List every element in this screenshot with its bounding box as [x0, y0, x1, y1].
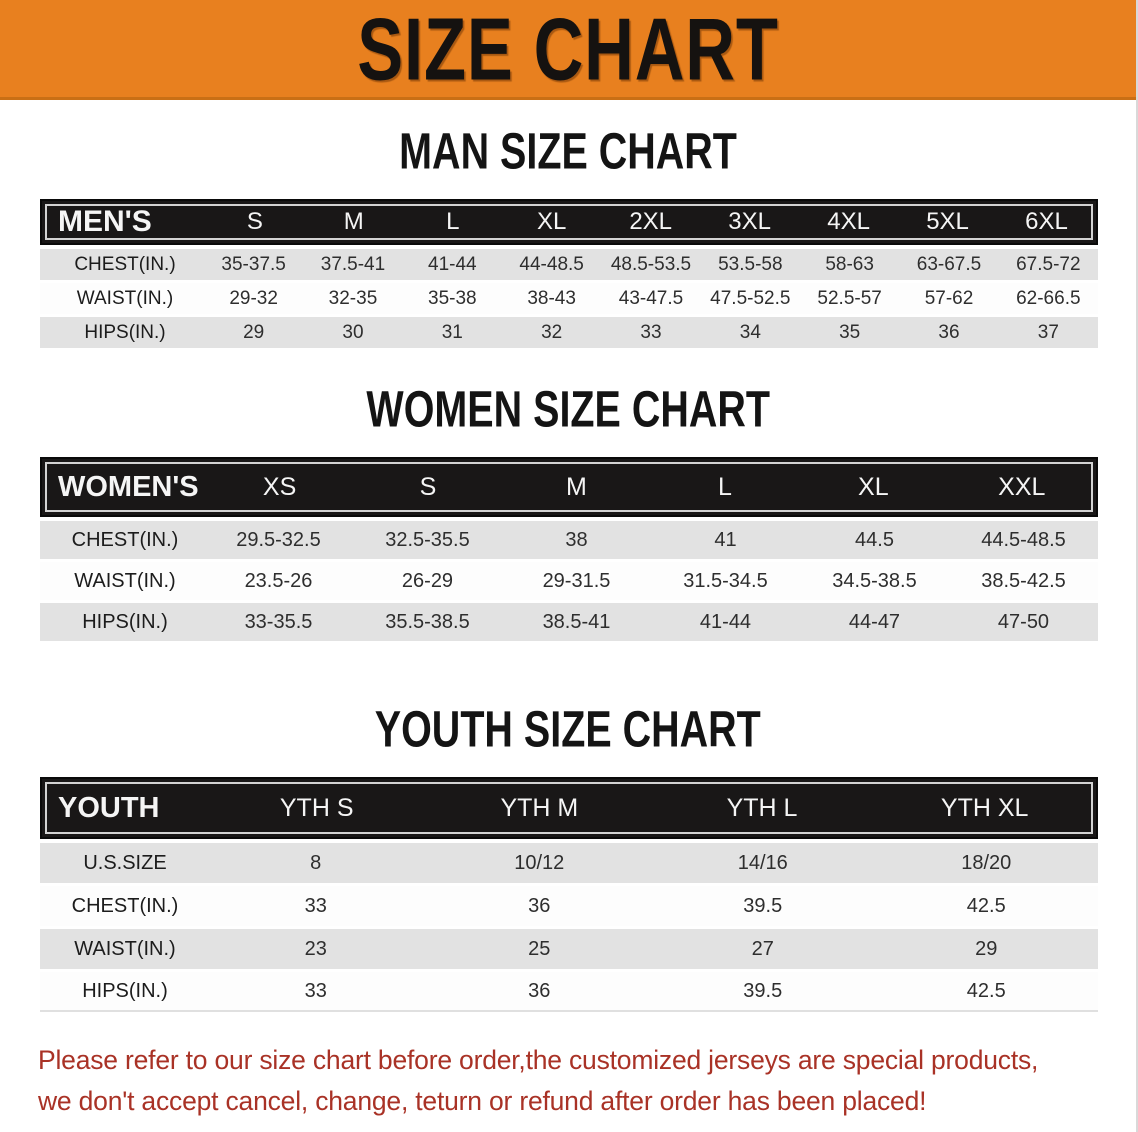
size-cell: 29: [243, 321, 265, 343]
size-cell: 18/20: [961, 851, 1012, 874]
size-cell: 41: [714, 528, 737, 551]
table-row: [40, 521, 1098, 559]
womens-section: [0, 379, 1136, 641]
youth-heading-text: YOUTH SIZE CHART: [374, 699, 762, 758]
column-header: YTH XL: [940, 793, 1029, 822]
youth-section: [0, 699, 1136, 1012]
size-table-header-row: [40, 457, 1098, 517]
size-cell: 32.5-35.5: [385, 528, 470, 551]
size-cell: 31: [441, 321, 463, 343]
column-header: YTH L: [726, 793, 798, 822]
row-label: CHEST(IN.): [71, 894, 179, 917]
table-row: [40, 249, 1098, 280]
size-cell: 47.5-52.5: [710, 287, 791, 309]
column-header: XXL: [998, 472, 1046, 501]
size-cell: 33: [304, 894, 327, 917]
column-header: 3XL: [728, 208, 771, 235]
size-cell: 67.5-72: [1016, 253, 1081, 275]
size-cell: 25: [528, 937, 551, 960]
table-row: [40, 929, 1098, 969]
column-header: S: [246, 208, 263, 235]
disclaimer-note: [38, 1040, 1098, 1122]
size-cell: 52.5-57: [817, 287, 882, 309]
column-header: L: [446, 208, 460, 235]
column-header: 4XL: [827, 208, 870, 235]
size-cell: 47-50: [997, 610, 1050, 633]
womens-size-table: [40, 457, 1098, 641]
column-header: 5XL: [926, 208, 969, 235]
disclaimer-line-2: we don't accept cancel, change, teturn or refund after order has been placed!: [38, 1086, 927, 1117]
row-label: HIPS(IN.): [82, 979, 168, 1002]
size-cell: 36: [938, 321, 960, 343]
table-row: [40, 283, 1098, 314]
size-cell: 35.5-38.5: [385, 610, 470, 633]
size-cell: 36: [528, 979, 551, 1002]
size-cell: 44-48.5: [519, 253, 584, 275]
size-cell: 29-31.5: [542, 569, 611, 592]
size-cell: 38-43: [527, 287, 576, 309]
column-header: YTH S: [279, 793, 354, 822]
size-cell: 34: [739, 321, 761, 343]
size-cell: 37.5-41: [320, 253, 386, 275]
column-header: M: [343, 208, 364, 235]
table-row: [40, 562, 1098, 600]
size-cell: 37: [1037, 321, 1059, 343]
table-title-cell: MEN'S: [58, 205, 152, 238]
row-label: HIPS(IN.): [84, 321, 166, 343]
column-header: 6XL: [1025, 208, 1068, 235]
size-cell: 53.5-58: [718, 253, 783, 275]
size-cell: 44-47: [848, 610, 901, 633]
banner-title: SIZE CHART: [357, 0, 779, 98]
row-label: CHEST(IN.): [74, 253, 176, 275]
size-cell: 63-67.5: [916, 253, 982, 275]
row-label: WAIST(IN.): [74, 937, 176, 960]
size-cell: 48.5-53.5: [610, 253, 692, 275]
size-cell: 23: [304, 937, 327, 960]
size-cell: 41-44: [699, 610, 752, 633]
column-header: XS: [262, 472, 297, 501]
size-cell: 33: [640, 321, 662, 343]
size-cell: 38.5-41: [542, 610, 611, 633]
mens-section: [0, 121, 1136, 348]
column-header: XL: [537, 208, 567, 235]
size-cell: 38.5-42.5: [981, 569, 1066, 592]
size-cell: 57-62: [924, 287, 974, 309]
column-header: XL: [858, 472, 889, 501]
size-cell: 14/16: [737, 851, 788, 874]
size-cell: 27: [751, 937, 774, 960]
size-cell: 42.5: [966, 979, 1006, 1002]
size-cell: 38: [565, 528, 588, 551]
mens-heading-text: MAN SIZE CHART: [399, 121, 737, 180]
size-cell: 42.5: [966, 894, 1006, 917]
youth-size-table: [40, 777, 1098, 1012]
column-header: M: [566, 472, 587, 501]
column-header: S: [419, 472, 437, 501]
table-row: [40, 317, 1098, 348]
table-row: [40, 886, 1098, 926]
size-cell: 26-29: [401, 569, 454, 592]
youth-heading: [0, 699, 1136, 758]
size-cell: 41-44: [428, 253, 477, 275]
disclaimer-line-1: Please refer to our size chart before order,the customized jerseys are special products,: [38, 1045, 1039, 1075]
size-table-header-row: [40, 199, 1098, 245]
size-cell: 30: [342, 321, 364, 343]
row-label: U.S.SIZE: [83, 851, 167, 874]
size-cell: 29-32: [229, 287, 278, 309]
size-cell: 35: [839, 321, 861, 343]
womens-heading-text: WOMEN SIZE CHART: [366, 379, 770, 438]
size-cell: 33: [304, 979, 327, 1002]
size-cell: 31.5-34.5: [683, 569, 768, 592]
size-cell: 33-35.5: [244, 610, 313, 633]
size-cell: 58-63: [825, 253, 874, 275]
size-cell: 29: [975, 937, 998, 960]
column-header: L: [717, 472, 732, 501]
size-cell: 32: [541, 321, 563, 343]
size-cell: 62-66.5: [1016, 287, 1081, 309]
size-cell: 44.5-48.5: [981, 528, 1066, 551]
column-header: 2XL: [629, 208, 673, 235]
size-cell: 39.5: [743, 894, 783, 917]
size-cell: 8: [310, 851, 322, 874]
size-cell: 35-37.5: [221, 253, 286, 275]
womens-heading: [0, 379, 1136, 438]
table-row: [40, 972, 1098, 1012]
row-label: WAIST(IN.): [76, 287, 174, 309]
size-chart-banner: [0, 0, 1136, 100]
row-label: HIPS(IN.): [82, 610, 168, 633]
size-cell: 10/12: [514, 851, 565, 874]
size-cell: 35-38: [428, 287, 477, 309]
column-header: YTH M: [500, 793, 579, 822]
size-cell: 23.5-26: [244, 569, 313, 592]
size-cell: 44.5: [855, 528, 894, 551]
size-cell: 39.5: [743, 979, 783, 1002]
mens-size-table: [40, 199, 1098, 348]
mens-heading: [0, 121, 1136, 180]
size-cell: 32-35: [328, 287, 378, 309]
size-cell: 36: [528, 894, 551, 917]
size-table-header-row: [40, 777, 1098, 839]
table-title-cell: WOMEN'S: [58, 470, 199, 503]
size-cell: 43-47.5: [618, 287, 684, 309]
size-cell: 34.5-38.5: [832, 569, 917, 592]
table-row: [40, 603, 1098, 641]
table-title-cell: YOUTH: [58, 791, 160, 824]
row-label: WAIST(IN.): [74, 569, 176, 592]
table-row: [40, 843, 1098, 883]
size-cell: 29.5-32.5: [236, 528, 321, 551]
row-label: CHEST(IN.): [71, 528, 179, 551]
